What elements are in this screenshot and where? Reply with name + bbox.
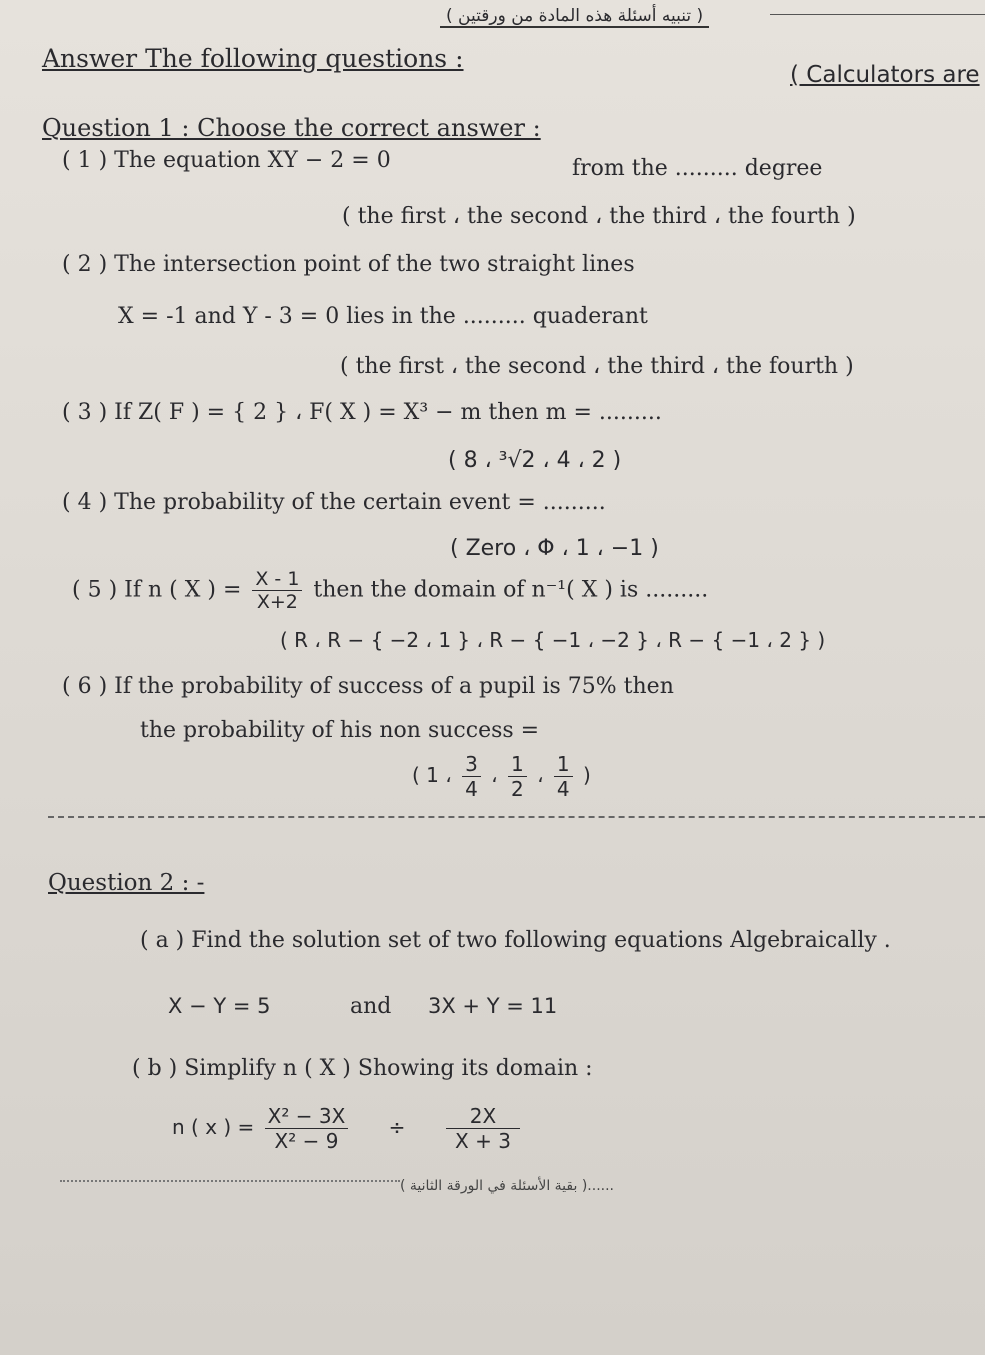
q2-b-expression <box>172 1104 524 1153</box>
q2-b-fraction2 <box>446 1104 520 1153</box>
frac-den: 4 <box>465 777 478 801</box>
answer-heading: Answer The following questions : <box>42 44 464 73</box>
q1-item6-sep1: ، <box>491 763 498 787</box>
frac-den: X² − 9 <box>274 1129 339 1153</box>
q2-b-lhs: n ( x ) = <box>172 1115 255 1139</box>
frac-den: X + 3 <box>455 1129 511 1153</box>
q1-item6-open: ( 1 ، <box>412 763 452 787</box>
top-note: ( تنبيه أسئلة هذه المادة من ورقتين ) <box>440 6 709 28</box>
section-divider <box>48 816 985 818</box>
q2-part-b-text: ( b ) Simplify n ( X ) Showing its domain : <box>132 1056 593 1081</box>
frac-num: 2X <box>446 1104 520 1129</box>
q1-item5-fraction <box>252 568 302 613</box>
q1-item6-choice-1-4 <box>554 752 573 801</box>
q1-item1-text: ( 1 ) The equation XY − 2 = 0 <box>62 148 391 173</box>
q2-eq1: X − Y = 5 <box>168 994 271 1018</box>
frac-den: 2 <box>510 777 524 801</box>
q1-item6-text: ( 6 ) If the probability of success of a pupil is 75% then <box>62 674 674 699</box>
q2-b-fraction1 <box>265 1104 349 1153</box>
q1-item5-post: then the domain of n⁻¹( X ) is ......... <box>313 577 709 603</box>
question2-title: Question 2 : - <box>48 870 205 896</box>
footer-dots <box>60 1180 400 1182</box>
q1-item6-close: ) <box>583 763 591 787</box>
q2-eq2: 3X + Y = 11 <box>428 994 558 1018</box>
q1-item3-text: ( 3 ) If Z( F ) = { 2 } ، F( X ) = X³ − m then m = ......... <box>62 400 662 425</box>
q1-item5-text <box>72 568 708 613</box>
frac-num: 3 <box>462 752 481 777</box>
q1-item6-sep2: ، <box>537 763 544 787</box>
q1-item2-text: ( 2 ) The intersection point of the two straight lines <box>62 252 635 277</box>
q1-item6-choices <box>412 752 591 801</box>
q1-item4-choices: ( Zero ، Φ ، 1 ، −1 ) <box>450 536 659 561</box>
q2-part-a-text: ( a ) Find the solution set of two following equations Algebraically . <box>140 928 891 953</box>
footer-note: ( بقية الأسئلة في الورقة الثانية )...... <box>400 1178 615 1194</box>
top-divider <box>770 14 985 15</box>
q1-item6-choice-1-2 <box>508 752 527 801</box>
q1-item2-choices: ( the first ، the second ، the third ، the fourth ) <box>340 354 854 379</box>
calculators-note: ( Calculators are <box>790 62 980 88</box>
q1-item5-frac-den: X+2 <box>256 591 298 613</box>
q1-item5-pre: ( 5 ) If n ( X ) = <box>72 577 242 603</box>
frac-num: X² − 3X <box>265 1104 349 1129</box>
frac-num: 1 <box>554 752 573 777</box>
q1-item3-choices: ( 8 ، ³√2 ، 4 ، 2 ) <box>448 448 622 473</box>
question1-title: Question 1 : Choose the correct answer : <box>42 114 541 142</box>
q1-item6-choice-3-4 <box>462 752 481 801</box>
q1-item2-text2: X = -1 and Y - 3 = 0 lies in the ......... quaderant <box>118 304 648 329</box>
q1-item1-choices: ( the first ، the second ، the third ، the fourth ) <box>342 204 856 229</box>
frac-num: 1 <box>508 752 527 777</box>
frac-den: 4 <box>556 777 570 801</box>
q1-item1-text-right: from the ......... degree <box>572 156 823 181</box>
q1-item4-text: ( 4 ) The probability of the certain event = ......... <box>62 490 606 515</box>
q2-and: and <box>350 994 392 1019</box>
q1-item6-text2: the probability of his non success = <box>140 718 540 743</box>
q2-b-operator: ÷ <box>388 1115 406 1139</box>
q1-item5-frac-num: X - 1 <box>252 568 302 591</box>
q1-item5-choices: ( R ، R − { −2 ، 1 } ، R − { −1 ، −2 } ، R − { −1 ، 2 } ) <box>280 628 826 652</box>
